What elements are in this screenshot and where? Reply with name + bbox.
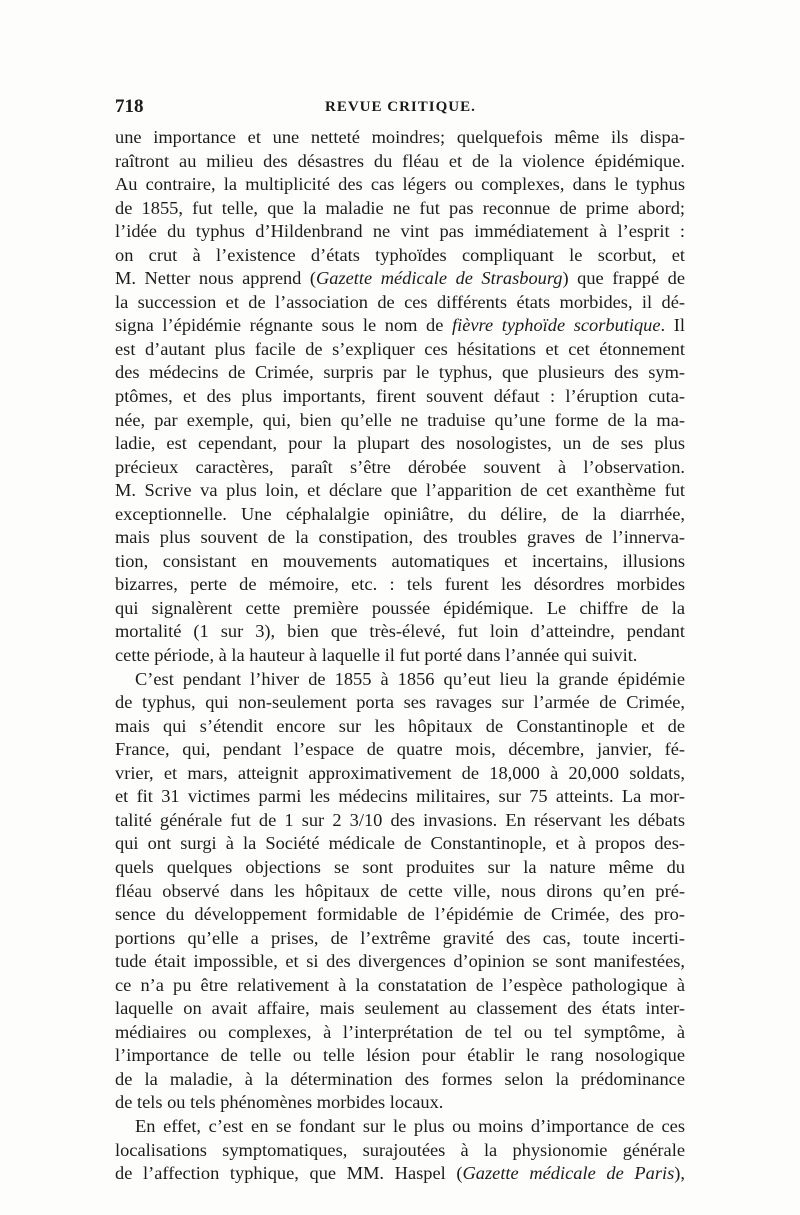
text-line: talité générale fut de 1 sur 2 3/10 des invasions. En réservant les débats <box>115 809 685 830</box>
text-line <box>115 1162 685 1186</box>
text-line: sence du développement formidable de l’épidémie de Crimée, des pro- <box>115 904 685 925</box>
text-line: raîtront au milieu des désastres du fléau et de la violence épidémique. <box>115 150 685 171</box>
text-segment: signa l’épidémie régnante sous le nom de <box>115 315 452 336</box>
text-line: est d’autant plus facile de s’expliquer ces hésitations et cet étonnement <box>115 338 685 359</box>
text-line: vrier, et mars, atteignit approximativement de 18,000 à 20,000 soldats, <box>115 762 685 783</box>
text-line <box>115 314 685 338</box>
text-segment: de l’affection typhique, que MM. Haspel ( <box>115 1163 463 1184</box>
page-number: 718 <box>115 96 144 117</box>
text-line: de la maladie, à la détermination des formes selon la prédominance <box>115 1068 685 1089</box>
text-line: l’importance de telle ou telle lésion pour établir le rang nosologique <box>115 1045 685 1066</box>
text-line: ptômes, et des plus importants, firent souvent défaut : l’éruption cuta- <box>115 386 685 407</box>
text-line: fléau observé dans les hôpitaux de cette ville, nous dirons qu’en pré- <box>115 880 685 901</box>
text-line: En effet, c’est en se fondant sur le plus ou moins d’importance de ces <box>135 1115 685 1136</box>
text-line: précieux caractères, paraît s’être dérobée souvent à l’observation. <box>115 456 685 477</box>
text-line: bizarres, perte de mémoire, etc. : tels furent les désordres morbides <box>115 574 685 595</box>
text-line: la succession et de l’association de ces différents états morbides, il dé- <box>115 291 685 312</box>
text-line: cette période, à la hauteur à laquelle il fut porté dans l’année qui suivit. <box>115 645 638 666</box>
text-line: exceptionnelle. Une céphalalgie opiniâtre, du délire, de la diarrhée, <box>115 503 685 524</box>
text-line: tude était impossible, et si des divergences d’opinion se sont manifestées, <box>115 951 685 972</box>
text-line: localisations symptomatiques, surajoutées à la physionomie générale <box>115 1139 685 1160</box>
running-head: REVUE CRITIQUE. <box>325 99 476 115</box>
text-line: mais qui s’étendit encore sur les hôpitaux de Constantinople et de <box>115 715 685 736</box>
text-line: mais plus souvent de la constipation, des troubles graves de l’innerva- <box>115 527 685 548</box>
text-line: M. Scrive va plus loin, et déclare que l’apparition de cet exanthème fut <box>115 480 685 501</box>
italic-citation: fièvre typhoïde scorbutique <box>452 315 661 336</box>
text-line: de typhus, qui non-seulement porta ses ravages sur l’armée de Crimée, <box>115 692 685 713</box>
body-text <box>115 126 685 1186</box>
text-line: l’idée du typhus d’Hildenbrand ne vint pas immédiatement à l’esprit : <box>115 221 685 242</box>
text-segment: M. Netter nous apprend ( <box>115 268 317 289</box>
text-segment: . Il <box>660 315 685 336</box>
text-line: Au contraire, la multiplicité des cas légers ou complexes, dans le typhus <box>115 174 685 195</box>
text-line: C’est pendant l’hiver de 1855 à 1856 qu’eut lieu la grande épidémie <box>135 668 685 689</box>
italic-citation: Gazette médicale de Paris <box>462 1163 675 1184</box>
text-line: des médecins de Crimée, surpris par le typhus, que plusieurs des sym- <box>115 362 685 383</box>
italic-citation: Gazette médicale de Strasbourg <box>316 268 563 289</box>
text-line: médiaires ou complexes, à l’interprétation de tel ou tel symptôme, à <box>115 1021 685 1042</box>
text-line: ladie, est cependant, pour la plupart des nosologistes, un de ses plus <box>115 433 685 454</box>
text-line: tion, consistant en mouvements automatiques et incertains, illusions <box>115 550 685 571</box>
text-segment: ), <box>674 1163 685 1184</box>
text-line: quels quelques objections se sont produites sur la nature même du <box>115 856 685 877</box>
text-line: ce n’a pu être relativement à la constatation de l’espèce pathologique à <box>115 974 685 995</box>
text-line: et fit 31 victimes parmi les médecins militaires, sur 75 atteints. La mor- <box>115 786 685 807</box>
text-line: qui signalèrent cette première poussée épidémique. Le chiffre de la <box>115 597 685 618</box>
page-header <box>115 96 685 122</box>
text-line: qui ont surgi à la Société médicale de Constantinople, et à propos des- <box>115 833 685 854</box>
text-line: une importance et une netteté moindres; quelquefois même ils dispa- <box>115 127 685 147</box>
text-line: née, par exemple, qui, bien qu’elle ne traduise qu’une forme de la ma- <box>115 409 685 430</box>
text-line <box>115 267 685 291</box>
text-line: de 1855, fut telle, que la maladie ne fut pas reconnue de prime abord; <box>115 197 685 218</box>
text-line: France, qui, pendant l’espace de quatre mois, décembre, janvier, fé- <box>115 739 685 760</box>
text-line: portions qu’elle a prises, de l’extrême gravité des cas, toute incerti- <box>115 927 685 948</box>
text-line: laquelle on avait affaire, mais seulement au classement des états inter- <box>115 998 685 1019</box>
text-line: mortalité (1 sur 3), bien que très-élevé, fut loin d’atteindre, pendant <box>115 621 685 642</box>
text-segment: ) que frappé de <box>562 268 686 289</box>
text-line: de tels ou tels phénomènes morbides locaux. <box>115 1092 444 1113</box>
text-line: on crut à l’existence d’états typhoïdes compliquant le scorbut, et <box>115 244 685 265</box>
